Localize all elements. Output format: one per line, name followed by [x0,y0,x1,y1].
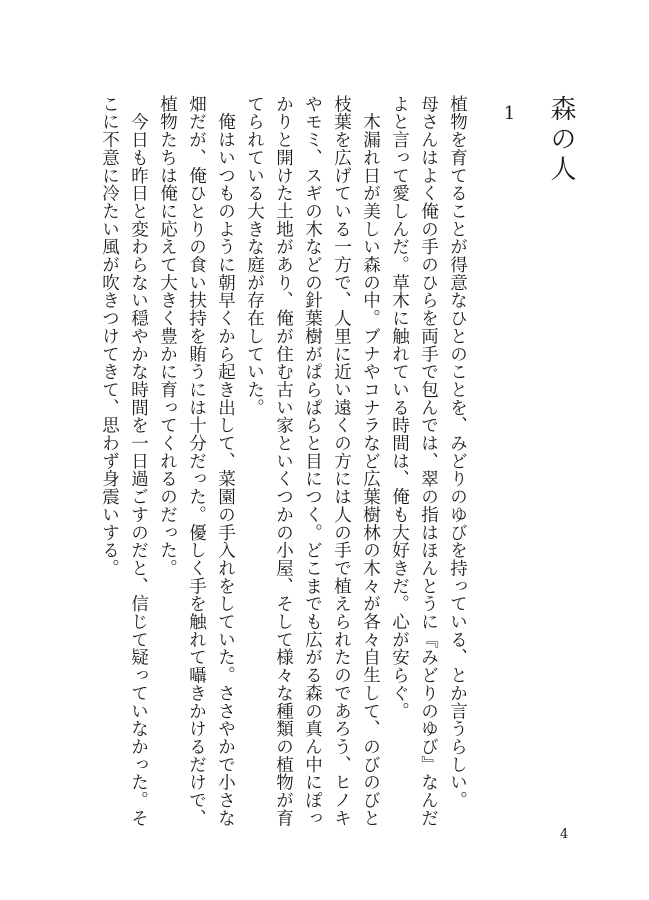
text-line: 植物たちは俺に応えて大きく豊かに育ってくれるのだった。 [157,95,178,577]
text-line: 母さんはよく俺の手のひらを両手で包んでは、翠の指はほんとうに『みどりのゆび』なんだ [418,95,439,827]
chapter-number: 1 [499,103,520,124]
text-line: 木漏れ日が美しい森の中。ブナやコナラなど広葉樹林の木々が各々自生して、のびのびと [360,95,381,827]
text-line: よと言って愛しんだ。草木に触れている時間は、俺も大好きだ。心が安らぐ。 [389,95,410,720]
text-line: 今日も昨日と変わらない穏やかな時間を一日過ごすのだと、信じて疑っていなかった。そ [128,95,149,827]
text-line: かりと開けた土地があり、俺が住む古い家といくつかの小屋、そして様々な種類の植物が育 [273,95,294,827]
page-number: 4 [560,827,569,842]
text-line: 畑だが、俺ひとりの食い扶持を賄うには十分だった。優しく手を触れて囁きかけるだけで、 [186,95,207,827]
text-line: 植物を育てることが得意なひとのことを、みどりのゆびを持っている、とか言うらしい。 [447,95,468,809]
text-line: やモミ、スギの木などの針葉樹がぱらぱらと目につく。どこまでも広がる森の真ん中にぽっ [302,95,323,827]
text-line: こに不意に冷たい風が吹きつけてきて、思わず身震いする。 [99,95,120,577]
story-title: 森の人 [546,95,576,185]
text-line: 枝葉を広げている一方で、人里に近い遠くの方には人の手で植えられたのであろう、ヒノキ [331,95,352,827]
text-line: てられている大きな庭が存在していた。 [244,95,265,417]
text-line: 俺はいつものように朝早くから起き出して、菜園の手入れをしていた。ささやかで小さな [215,95,236,827]
